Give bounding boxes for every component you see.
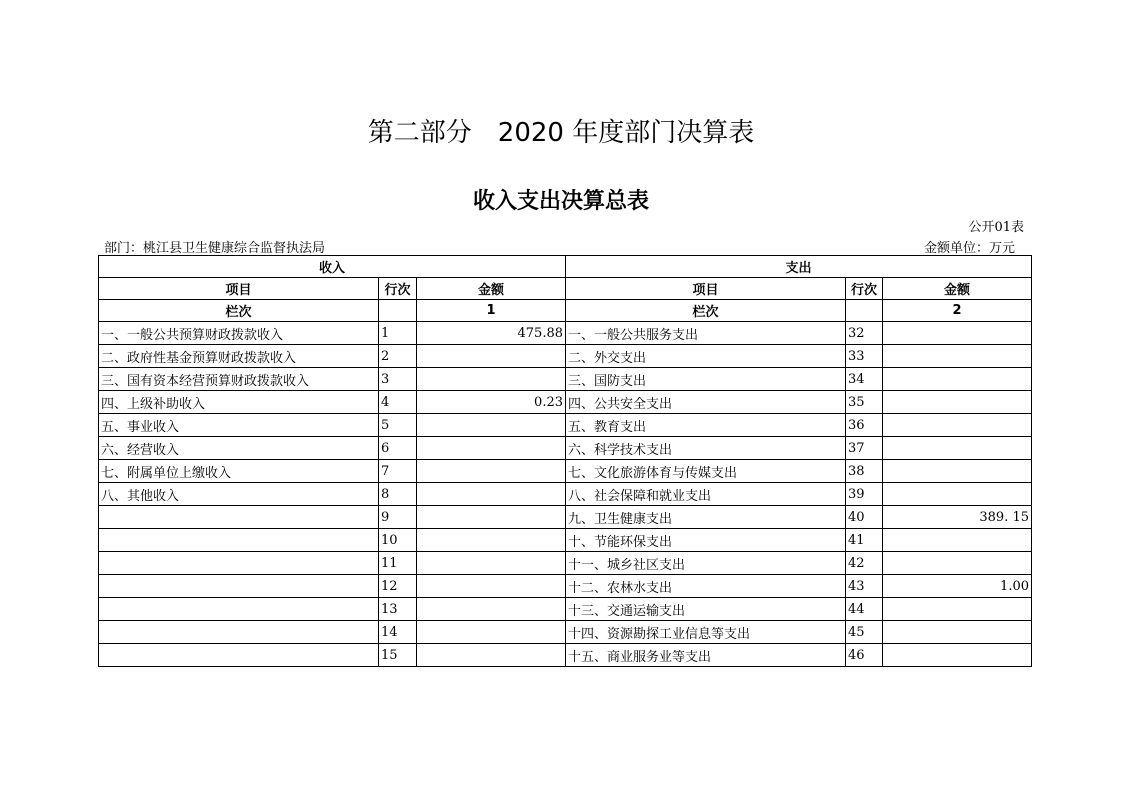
expense-item-cell: 六、科学技术支出	[566, 437, 846, 460]
expense-line-cell: 32	[846, 322, 883, 345]
income-lanci-line-cell	[379, 300, 417, 322]
income-item-cell	[99, 621, 379, 644]
form-number: 公开01表	[968, 220, 1024, 235]
income-amount-cell	[417, 575, 566, 598]
income-item-cell	[99, 598, 379, 621]
expense-amount-cell	[883, 483, 1032, 506]
expense-item-cell: 五、教育支出	[566, 414, 846, 437]
income-amount-cell	[417, 414, 566, 437]
table-row	[99, 483, 1032, 506]
expense-amount-cell	[883, 552, 1032, 575]
expense-line-cell: 37	[846, 437, 883, 460]
expense-line-cell: 42	[846, 552, 883, 575]
expense-line-cell: 43	[846, 575, 883, 598]
income-amount-header: 金额	[417, 278, 566, 300]
income-line-header: 行次	[379, 278, 417, 300]
income-item-cell	[99, 529, 379, 552]
expense-item-cell: 九、卫生健康支出	[566, 506, 846, 529]
expense-amount-cell	[883, 345, 1032, 368]
expense-line-cell: 39	[846, 483, 883, 506]
table-row	[99, 391, 1032, 414]
expense-line-cell: 40	[846, 506, 883, 529]
income-item-cell: 五、事业收入	[99, 414, 379, 437]
expense-item-cell: 四、公共安全支出	[566, 391, 846, 414]
expense-amount-cell: 389. 15	[883, 506, 1032, 529]
income-line-cell: 6	[379, 437, 417, 460]
expense-line-cell: 41	[846, 529, 883, 552]
expense-line-cell: 38	[846, 460, 883, 483]
table-row	[99, 368, 1032, 391]
expense-line-header: 行次	[846, 278, 883, 300]
table-row	[99, 322, 1032, 345]
income-line-cell: 11	[379, 552, 417, 575]
expense-line-cell: 34	[846, 368, 883, 391]
table-row	[99, 598, 1032, 621]
income-line-cell: 7	[379, 460, 417, 483]
expense-amount-cell	[883, 322, 1032, 345]
table-row	[99, 529, 1032, 552]
expense-item-cell: 十一、城乡社区支出	[566, 552, 846, 575]
table-row	[99, 575, 1032, 598]
income-line-cell: 14	[379, 621, 417, 644]
expense-lanci-number: 2	[883, 300, 1032, 322]
expense-line-cell: 46	[846, 644, 883, 667]
expense-item-cell: 十三、交通运输支出	[566, 598, 846, 621]
table-row	[99, 345, 1032, 368]
income-item-cell	[99, 575, 379, 598]
expense-line-cell: 36	[846, 414, 883, 437]
expense-item-cell: 十、节能环保支出	[566, 529, 846, 552]
amount-unit-label: 金额单位：万元	[923, 241, 1015, 256]
table-row	[99, 644, 1032, 667]
income-line-cell: 15	[379, 644, 417, 667]
income-line-cell: 2	[379, 345, 417, 368]
income-line-cell: 13	[379, 598, 417, 621]
expense-item-cell: 三、国防支出	[566, 368, 846, 391]
expense-amount-cell	[883, 644, 1032, 667]
income-amount-cell	[417, 621, 566, 644]
income-amount-cell	[417, 437, 566, 460]
income-item-cell: 六、经营收入	[99, 437, 379, 460]
income-amount-cell	[417, 529, 566, 552]
income-amount-cell	[417, 598, 566, 621]
table-row	[99, 437, 1032, 460]
income-item-cell: 三、国有资本经营预算财政拨款收入	[99, 368, 379, 391]
expense-amount-cell	[883, 529, 1032, 552]
expense-item-cell: 二、外交支出	[566, 345, 846, 368]
income-amount-cell	[417, 483, 566, 506]
expense-item-cell: 七、文化旅游体育与传媒支出	[566, 460, 846, 483]
income-lanci-label: 栏次	[99, 300, 379, 322]
table-title: 收入支出决算总表	[472, 189, 649, 214]
income-item-cell	[99, 644, 379, 667]
income-item-cell: 八、其他收入	[99, 483, 379, 506]
expense-line-cell: 44	[846, 598, 883, 621]
expense-lanci-label: 栏次	[566, 300, 846, 322]
expense-amount-cell	[883, 437, 1032, 460]
income-section-header: 收入	[99, 256, 566, 278]
income-line-cell: 3	[379, 368, 417, 391]
income-item-cell	[99, 506, 379, 529]
expense-item-header: 项目	[566, 278, 846, 300]
income-line-cell: 5	[379, 414, 417, 437]
income-amount-cell	[417, 460, 566, 483]
income-amount-cell: 0.23	[417, 391, 566, 414]
expense-item-cell: 十五、商业服务业等支出	[566, 644, 846, 667]
income-amount-cell	[417, 368, 566, 391]
expense-amount-cell	[883, 460, 1032, 483]
expense-item-cell: 一、一般公共服务支出	[566, 322, 846, 345]
income-item-cell	[99, 552, 379, 575]
income-line-cell: 4	[379, 391, 417, 414]
expense-amount-header: 金额	[883, 278, 1032, 300]
income-item-cell: 七、附属单位上缴收入	[99, 460, 379, 483]
table-row	[99, 506, 1032, 529]
expense-amount-cell	[883, 598, 1032, 621]
income-item-cell: 四、上级补助收入	[99, 391, 379, 414]
income-amount-cell: 475.88	[417, 322, 566, 345]
table-row	[99, 621, 1032, 644]
table-row	[99, 414, 1032, 437]
table-row	[99, 460, 1032, 483]
expense-lanci-line-cell	[846, 300, 883, 322]
income-line-cell: 8	[379, 483, 417, 506]
income-item-cell: 二、政府性基金预算财政拨款收入	[99, 345, 379, 368]
page-title: 第二部分 2020 年度部门决算表	[367, 118, 755, 148]
expense-amount-cell	[883, 391, 1032, 414]
expense-amount-cell	[883, 621, 1032, 644]
income-item-cell: 一、一般公共预算财政拨款收入	[99, 322, 379, 345]
income-lanci-number: 1	[417, 300, 566, 322]
income-item-header: 项目	[99, 278, 379, 300]
expense-line-cell: 45	[846, 621, 883, 644]
income-line-cell: 1	[379, 322, 417, 345]
expense-item-cell: 十二、农林水支出	[566, 575, 846, 598]
table-row	[99, 552, 1032, 575]
expense-amount-cell: 1.00	[883, 575, 1032, 598]
expense-item-cell: 八、社会保障和就业支出	[566, 483, 846, 506]
expense-item-cell: 十四、资源勘探工业信息等支出	[566, 621, 846, 644]
income-line-cell: 10	[379, 529, 417, 552]
expense-line-cell: 33	[846, 345, 883, 368]
expense-amount-cell	[883, 368, 1032, 391]
expense-section-header: 支出	[566, 256, 1032, 278]
income-amount-cell	[417, 345, 566, 368]
income-line-cell: 12	[379, 575, 417, 598]
income-line-cell: 9	[379, 506, 417, 529]
expense-line-cell: 35	[846, 391, 883, 414]
income-amount-cell	[417, 552, 566, 575]
income-amount-cell	[417, 644, 566, 667]
department-label: 部门：桃江县卫生健康综合监督执法局	[104, 241, 326, 256]
income-amount-cell	[417, 506, 566, 529]
expense-amount-cell	[883, 414, 1032, 437]
income-expense-table	[98, 255, 1032, 667]
